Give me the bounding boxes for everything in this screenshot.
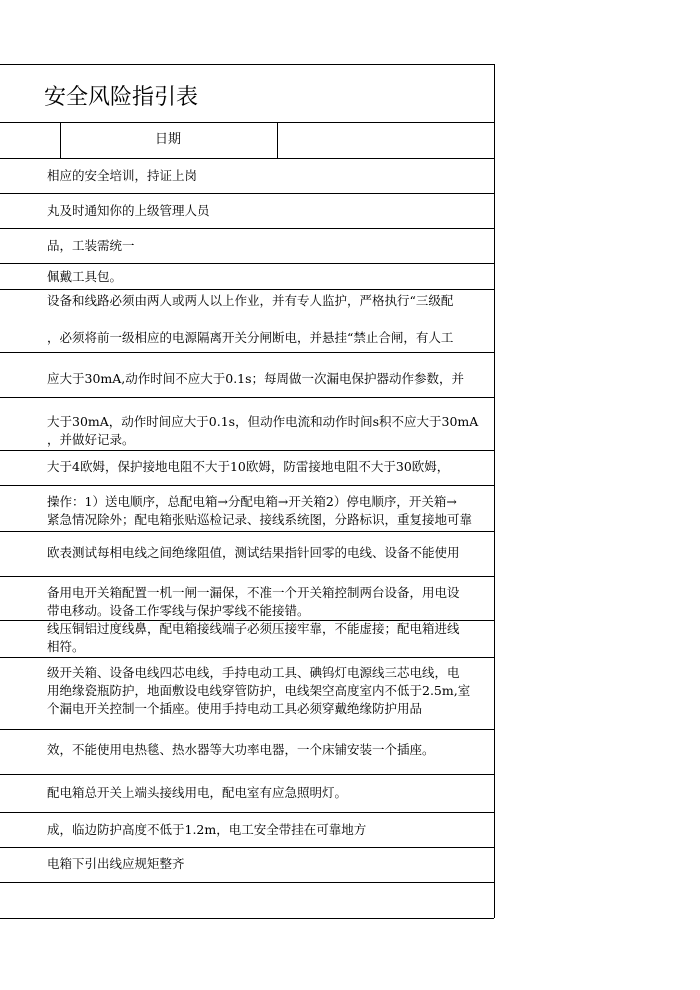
table-row [47, 855, 493, 873]
row-border [0, 289, 494, 290]
row-line: 大于4欧姆，保护接地电阻不大于10欧姆，防雷接地电阻不大于30欧姆， [47, 459, 450, 474]
row-line: 佩戴工具包。 [47, 269, 123, 284]
row-line: 用绝缘瓷瓶防护，地面敷设电线穿管防护，电线架空高度室内不低于2.5m,室 [47, 683, 471, 698]
row-line: 相符。 [47, 639, 85, 654]
table-row [47, 544, 493, 562]
table-row [47, 370, 493, 388]
date-label: 日期 [154, 132, 181, 147]
row-line: 个漏电开关控制一个插座。使用手持电动工具必须穿戴绝缘防护用品 [47, 701, 423, 716]
row-line: 设备和线路必须由两人或两人以上作业，并有专人监护，严格执行“三级配 [47, 293, 454, 308]
table-row [47, 237, 493, 255]
row-line: 级开关箱、设备电线四芯电线，手持电动工具、碘钨灯电源线三芯电线，电 [47, 665, 460, 680]
table-row [47, 413, 493, 449]
row-line: 大于30mA，动作时间应大于0.1s，但动作电流和动作时间s积不应大于30mA [47, 414, 479, 429]
table-row [47, 620, 493, 656]
row-border [0, 485, 494, 486]
table-right-border [494, 64, 495, 918]
row-line: 成，临边防护高度不低于1.2m，电工安全带挂在可靠地方 [47, 822, 367, 837]
row-border [0, 812, 494, 813]
row-line: 带电移动。设备工作零线与保护零线不能接错。 [47, 603, 310, 618]
row-border [0, 450, 494, 451]
row-border [0, 729, 494, 730]
table-row [47, 493, 493, 529]
table-row [47, 202, 493, 220]
row-border [0, 657, 494, 658]
row-line: ，必须将前一级相应的电源隔离开关分闸断电，并悬挂“禁止合闸，有人工 [47, 330, 454, 345]
table-row [47, 268, 493, 286]
table-row [47, 664, 493, 718]
row-border [0, 193, 494, 194]
row-line: ，并做好记录。 [47, 432, 135, 447]
row-border [0, 397, 494, 398]
table-row [47, 292, 493, 310]
table-row [47, 741, 493, 759]
table-row [47, 784, 493, 802]
row-line: 配电箱总开关上端头接线用电，配电室有应急照明灯。 [47, 785, 348, 800]
row-border [0, 158, 494, 159]
table-row [47, 458, 493, 476]
row-border [0, 918, 494, 919]
table-row [47, 167, 493, 185]
date-value-cell[interactable] [278, 123, 493, 157]
row-line: 紧急情况除外；配电箱张贴巡检记录、接线系统图，分路标识，重复接地可靠 [47, 512, 473, 527]
row-line: 效，不能使用电热毯、热水器等大功率电器，一个床铺安装一个插座。 [47, 742, 435, 757]
row-line: 品，工装需统一 [47, 238, 135, 253]
row-line: 备用电开关箱配置一机一闸一漏保，不准一个开关箱控制两台设备，用电设 [47, 585, 460, 600]
table-row [47, 584, 493, 620]
row-line: 应大于30mA,动作时间不应大于0.1s；每周做一次漏电保护器动作参数，并 [47, 371, 465, 386]
row-border [0, 531, 494, 532]
page-title: 安全风险指引表 [44, 85, 199, 110]
row-line: 相应的安全培训，持证上岗 [47, 168, 198, 183]
row-border [0, 263, 494, 264]
table-row [47, 821, 493, 839]
row-border [0, 847, 494, 848]
row-border [0, 228, 494, 229]
row-line: 操作：1）送电顺序，总配电箱→分配电箱→开关箱2）停电顺序，开关箱→ [47, 494, 457, 509]
row-border [0, 576, 494, 577]
table-row [47, 329, 493, 347]
row-border [0, 882, 494, 883]
row-border [0, 64, 494, 65]
row-line: 电箱下引出线应规矩整齐 [47, 856, 185, 871]
row-border [0, 352, 494, 353]
row-border [0, 774, 494, 775]
row-line: 线压铜铝过度线鼻，配电箱接线端子必须压接牢靠，不能虚接；配电箱进线 [47, 621, 460, 636]
row-line: 丸及时通知你的上级管理人员 [47, 203, 210, 218]
row-line: 欧表测试每相电线之间绝缘阻值，测试结果指针回零的电线、设备不能使用 [47, 545, 460, 560]
